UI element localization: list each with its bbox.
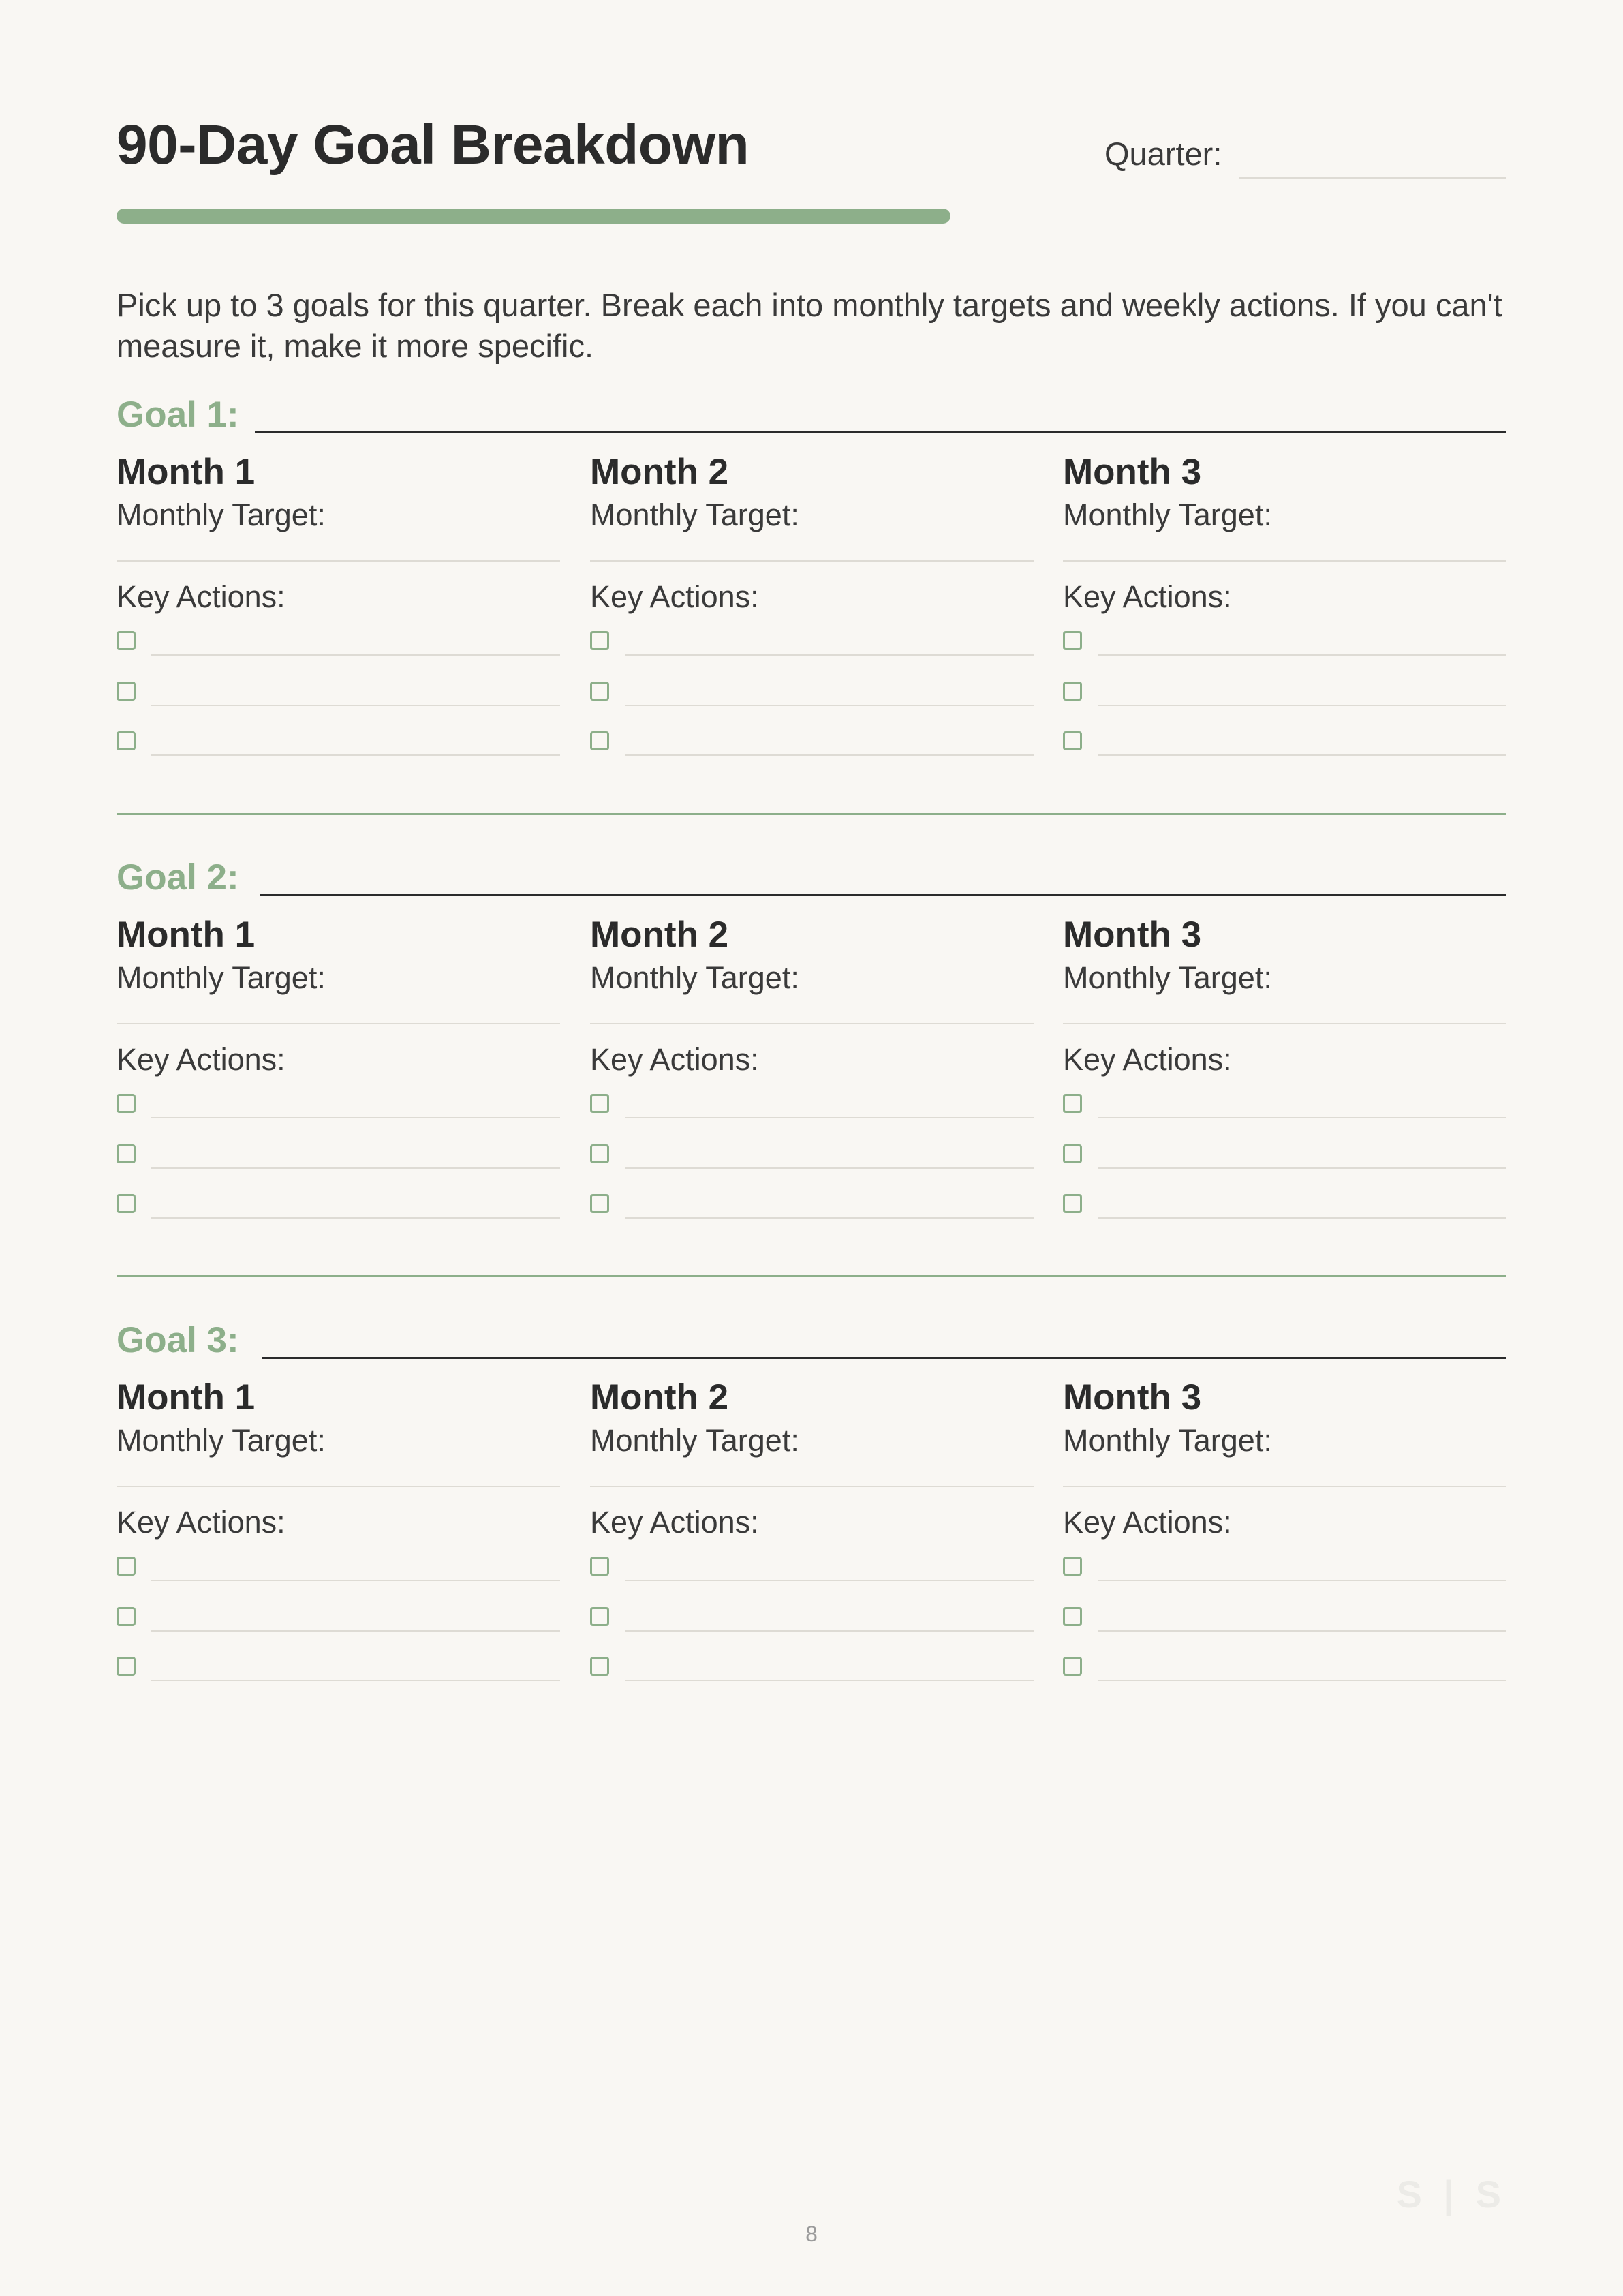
quarter-field[interactable] (1104, 128, 1506, 176)
monthly-target-line[interactable] (590, 1486, 1034, 1487)
checkbox[interactable] (1063, 1607, 1082, 1626)
action-item (1063, 1187, 1506, 1221)
action-item (1063, 624, 1506, 658)
quarter-label: Quarter: (1104, 136, 1222, 172)
monthly-target-line[interactable] (117, 560, 560, 562)
action-write-line[interactable] (151, 705, 560, 706)
key-actions-label: Key Actions: (1063, 1042, 1232, 1077)
action-item (117, 1550, 560, 1584)
monthly-target-line[interactable] (117, 1486, 560, 1487)
checkbox[interactable] (117, 1657, 136, 1676)
goal-header (117, 391, 1506, 446)
month-title: Month 1 (117, 1377, 256, 1418)
checkbox[interactable] (1063, 631, 1082, 650)
checkbox[interactable] (590, 682, 609, 701)
monthly-target-line[interactable] (117, 1023, 560, 1024)
action-write-line[interactable] (151, 754, 560, 756)
checkbox[interactable] (1063, 1657, 1082, 1676)
monthly-target-line[interactable] (1063, 1023, 1506, 1024)
key-actions-label: Key Actions: (117, 579, 285, 614)
action-item (117, 675, 560, 709)
goal-section-1 (117, 391, 1506, 614)
month-title: Month 2 (590, 1377, 729, 1418)
action-write-line[interactable] (625, 1167, 1034, 1169)
month-title: Month 2 (590, 915, 729, 955)
monthly-target-line[interactable] (1063, 560, 1506, 562)
goal-header (117, 1317, 1506, 1371)
month-title: Month 3 (1063, 1377, 1202, 1418)
key-actions-label: Key Actions: (117, 1505, 285, 1540)
action-item (1063, 1087, 1506, 1121)
action-item (1063, 1550, 1506, 1584)
action-write-line[interactable] (151, 1580, 560, 1581)
action-write-line[interactable] (151, 1217, 560, 1219)
month-title: Month 2 (590, 452, 729, 492)
action-item (590, 1087, 1034, 1121)
month-column-2 (590, 448, 1034, 789)
action-write-line[interactable] (1098, 654, 1506, 656)
action-item (117, 724, 560, 759)
action-write-line[interactable] (1098, 1580, 1506, 1581)
page-number: 8 (805, 2222, 818, 2246)
checkbox[interactable] (590, 1657, 609, 1676)
month-title: Month 3 (1063, 915, 1202, 955)
goal-section-2 (117, 854, 1506, 1077)
action-item (590, 1600, 1034, 1634)
goal-label: Goal 3: (117, 1320, 239, 1360)
action-write-line[interactable] (1098, 1630, 1506, 1632)
checkbox[interactable] (1063, 731, 1082, 750)
action-write-line[interactable] (1098, 1167, 1506, 1169)
months-row (117, 1374, 1506, 1715)
checkbox[interactable] (117, 1194, 136, 1213)
action-item (590, 675, 1034, 709)
goal-write-line[interactable] (262, 1357, 1506, 1359)
checkbox[interactable] (117, 1094, 136, 1113)
quarter-write-line[interactable] (1239, 177, 1506, 179)
action-item (117, 624, 560, 658)
intro-text: Pick up to 3 goals for this quarter. Break each into monthly targets and weekly actions. If you can't measure it, make it more specific. (117, 287, 1502, 364)
action-write-line[interactable] (625, 705, 1034, 706)
monthly-target-label: Monthly Target: (1063, 498, 1272, 532)
goal-label: Goal 1: (117, 395, 239, 435)
monthly-target-label: Monthly Target: (1063, 1423, 1272, 1458)
checkbox[interactable] (590, 1144, 609, 1163)
month-column-1 (117, 1374, 560, 1715)
months-row (117, 911, 1506, 1252)
checkbox[interactable] (590, 1094, 609, 1113)
goal-write-line[interactable] (255, 431, 1506, 433)
month-column-1 (117, 911, 560, 1252)
month-title: Month 1 (117, 915, 256, 955)
month-column-2 (590, 1374, 1034, 1715)
action-item (1063, 1600, 1506, 1634)
month-column-2 (590, 911, 1034, 1252)
action-write-line[interactable] (151, 1167, 560, 1169)
action-item (590, 624, 1034, 658)
monthly-target-label: Monthly Target: (117, 1423, 326, 1458)
key-actions-label: Key Actions: (1063, 1505, 1232, 1540)
checkbox[interactable] (117, 1557, 136, 1576)
goal-header (117, 854, 1506, 908)
action-item (1063, 1650, 1506, 1684)
action-item (1063, 675, 1506, 709)
action-item (117, 1650, 560, 1684)
month-title: Month 1 (117, 452, 256, 492)
key-actions-label: Key Actions: (590, 1505, 759, 1540)
monthly-target-label: Monthly Target: (590, 1423, 799, 1458)
goal-write-line[interactable] (260, 894, 1506, 896)
brand-watermark: S | S (1396, 2173, 1506, 2216)
action-item (590, 724, 1034, 759)
action-write-line[interactable] (151, 654, 560, 656)
goal-label: Goal 2: (117, 857, 239, 898)
months-row (117, 448, 1506, 789)
checkbox[interactable] (117, 682, 136, 701)
action-write-line[interactable] (625, 1117, 1034, 1118)
month-column-3 (1063, 1374, 1506, 1715)
monthly-target-line[interactable] (1063, 1486, 1506, 1487)
action-write-line[interactable] (625, 654, 1034, 656)
action-write-line[interactable] (625, 1217, 1034, 1219)
checkbox[interactable] (590, 1607, 609, 1626)
key-actions-label: Key Actions: (590, 579, 759, 614)
checkbox[interactable] (1063, 1557, 1082, 1576)
page-title: 90-Day Goal Breakdown (117, 114, 749, 176)
action-item (590, 1137, 1034, 1172)
action-write-line[interactable] (1098, 1117, 1506, 1118)
checkbox[interactable] (117, 1144, 136, 1163)
action-write-line[interactable] (151, 1117, 560, 1118)
action-write-line[interactable] (625, 1580, 1034, 1581)
checkbox[interactable] (590, 631, 609, 650)
month-title: Month 3 (1063, 452, 1202, 492)
checkbox[interactable] (590, 1557, 609, 1576)
monthly-target-label: Monthly Target: (1063, 960, 1272, 995)
monthly-target-label: Monthly Target: (117, 498, 326, 532)
action-item (1063, 724, 1506, 759)
action-item (590, 1650, 1034, 1684)
checkbox[interactable] (1063, 1094, 1082, 1113)
action-write-line[interactable] (625, 754, 1034, 756)
section-divider (117, 813, 1506, 815)
action-item (590, 1550, 1034, 1584)
month-column-1 (117, 448, 560, 789)
monthly-target-label: Monthly Target: (117, 960, 326, 995)
key-actions-label: Key Actions: (590, 1042, 759, 1077)
checkbox[interactable] (1063, 1144, 1082, 1163)
monthly-target-line[interactable] (590, 1023, 1034, 1024)
title-accent-bar (117, 209, 950, 224)
action-write-line[interactable] (1098, 1680, 1506, 1681)
month-column-3 (1063, 911, 1506, 1252)
key-actions-label: Key Actions: (1063, 579, 1232, 614)
action-item (117, 1137, 560, 1172)
checkbox[interactable] (117, 631, 136, 650)
action-write-line[interactable] (1098, 754, 1506, 756)
monthly-target-label: Monthly Target: (590, 960, 799, 995)
action-item (117, 1187, 560, 1221)
action-write-line[interactable] (1098, 1217, 1506, 1219)
checkbox[interactable] (1063, 1194, 1082, 1213)
action-write-line[interactable] (625, 1680, 1034, 1681)
checkbox[interactable] (590, 731, 609, 750)
action-item (590, 1187, 1034, 1221)
action-item (1063, 1137, 1506, 1172)
action-write-line[interactable] (151, 1680, 560, 1681)
month-column-3 (1063, 448, 1506, 789)
action-item (117, 1087, 560, 1121)
action-write-line[interactable] (151, 1630, 560, 1632)
page-header (117, 114, 1506, 176)
checkbox[interactable] (590, 1194, 609, 1213)
section-divider (117, 1275, 1506, 1277)
checkbox[interactable] (117, 1607, 136, 1626)
action-item (117, 1600, 560, 1634)
monthly-target-label: Monthly Target: (590, 498, 799, 532)
action-write-line[interactable] (1098, 705, 1506, 706)
goal-section-3 (117, 1317, 1506, 1540)
monthly-target-line[interactable] (590, 560, 1034, 562)
action-write-line[interactable] (625, 1630, 1034, 1632)
checkbox[interactable] (1063, 682, 1082, 701)
checkbox[interactable] (117, 731, 136, 750)
key-actions-label: Key Actions: (117, 1042, 285, 1077)
